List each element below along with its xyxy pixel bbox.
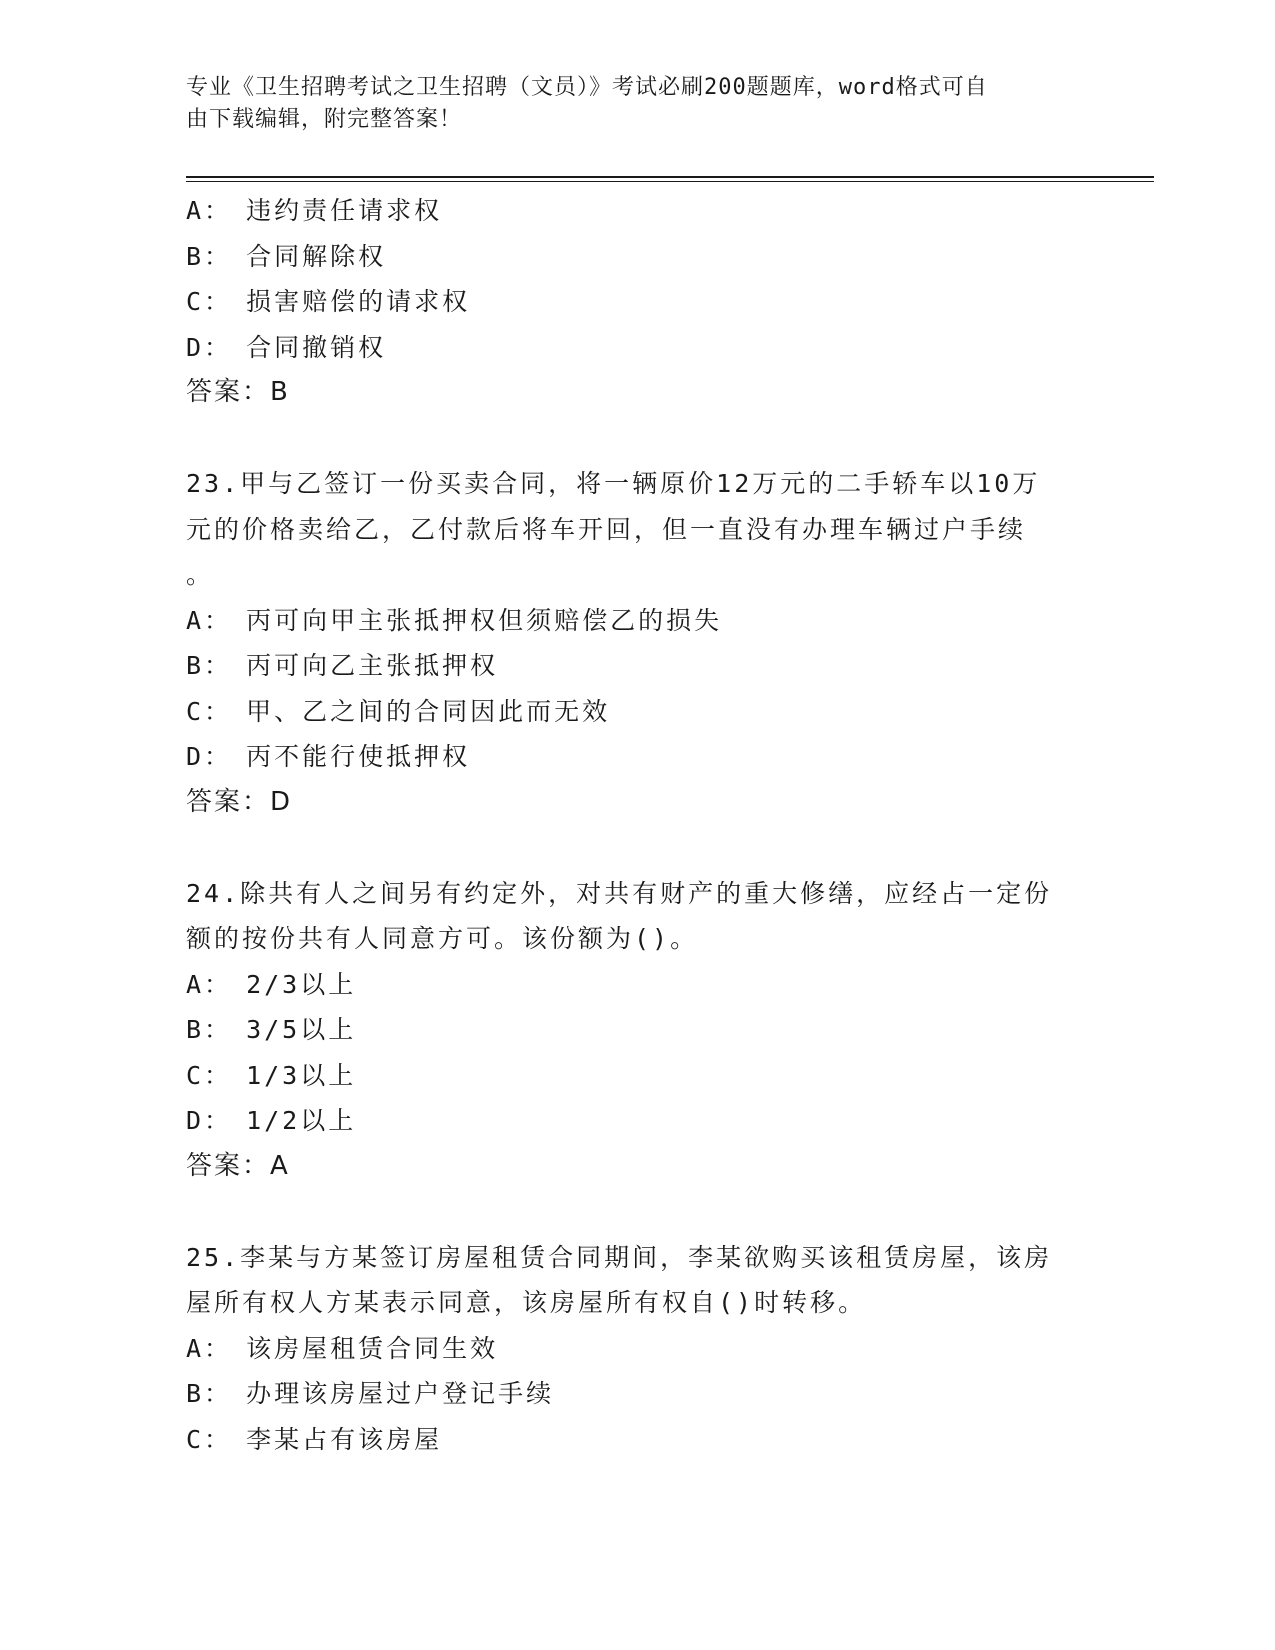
answer-line: 答案：D (186, 786, 293, 817)
option-letter: D： (186, 742, 233, 771)
option-d (186, 734, 1086, 780)
answer-line: 答案：B (186, 377, 290, 407)
option-d (186, 1098, 1086, 1144)
header-line-2: 由下载编辑，附完整答案！ (186, 107, 463, 132)
question-stem-line-2: 额的按份共有人同意方可。该份额为()。 (186, 924, 699, 953)
question-stem-line-1: 25.李某与方某签订房屋租赁合同期间，李某欲购买该租赁房屋，该房 (186, 1242, 1053, 1272)
option-letter: C： (186, 1060, 233, 1090)
option-text: 1/2以上 (246, 1106, 357, 1135)
option-letter: C： (186, 696, 233, 726)
option-letter: A： (186, 1333, 233, 1363)
option-letter: A： (186, 969, 233, 999)
option-text: 1/3以上 (246, 1060, 357, 1090)
header-divider-thin (186, 181, 1154, 182)
option-letter: C： (186, 1424, 233, 1454)
question-list (186, 188, 1086, 1462)
question-23 (186, 461, 1086, 825)
option-a (186, 598, 1086, 644)
option-a (186, 188, 1086, 234)
option-text: 合同解除权 (246, 241, 387, 271)
option-letter: B： (186, 1379, 233, 1408)
question-stem-line-1: 24.除共有人之间另有约定外，对共有财产的重大修缮，应经占一定份 (186, 878, 1053, 908)
option-letter: A： (186, 196, 233, 225)
option-b (186, 234, 1086, 280)
option-text: 丙可向乙主张抵押权 (246, 651, 499, 680)
question-stem-line-1: 23.甲与乙签订一份买卖合同，将一辆原价12万元的二手轿车以10万 (186, 469, 1041, 498)
option-text: 2/3以上 (246, 969, 357, 999)
option-letter: C： (186, 287, 233, 316)
option-text: 丙可向甲主张抵押权但须赔偿乙的损失 (246, 605, 723, 635)
option-text: 损害赔偿的请求权 (246, 287, 471, 316)
option-c (186, 1053, 1086, 1099)
question-24 (186, 871, 1086, 1190)
option-a (186, 1326, 1086, 1372)
question-22 (186, 188, 1086, 416)
question-25 (186, 1235, 1086, 1463)
option-b (186, 1007, 1086, 1053)
spacer (186, 825, 1086, 871)
answer-line: 答案：A (186, 1150, 290, 1181)
question-stem-line-3: 。 (186, 560, 215, 589)
option-c (186, 279, 1086, 325)
option-text: 违约责任请求权 (246, 196, 443, 225)
header-divider-thick (186, 176, 1154, 178)
option-text: 该房屋租赁合同生效 (246, 1333, 499, 1363)
option-letter: D： (186, 1106, 233, 1135)
document-header (186, 72, 1066, 136)
option-b (186, 643, 1086, 689)
option-a (186, 962, 1086, 1008)
option-text: 办理该房屋过户登记手续 (246, 1379, 555, 1408)
header-line-1: 专业《卫生招聘考试之卫生招聘（文员）》考试必刷200题题库，word格式可自 (186, 75, 988, 100)
option-d (186, 325, 1086, 371)
option-text: 3/5以上 (246, 1015, 357, 1044)
spacer (186, 1189, 1086, 1235)
option-letter: B： (186, 241, 233, 271)
question-stem-line-2: 元的价格卖给乙，乙付款后将车开回，但一直没有办理车辆过户手续 (186, 514, 1027, 544)
option-letter: B： (186, 1015, 233, 1044)
option-letter: B： (186, 651, 233, 680)
option-text: 丙不能行使抵押权 (246, 742, 471, 771)
option-letter: D： (186, 332, 233, 362)
option-letter: A： (186, 605, 233, 635)
question-stem-line-2: 屋所有权人方某表示同意，该房屋所有权自()时转移。 (186, 1288, 867, 1317)
option-text: 甲、乙之间的合同因此而无效 (246, 696, 611, 726)
spacer (186, 416, 1086, 462)
option-c (186, 689, 1086, 735)
option-text: 李某占有该房屋 (246, 1424, 443, 1454)
option-c (186, 1417, 1086, 1463)
option-b (186, 1371, 1086, 1417)
option-text: 合同撤销权 (246, 332, 387, 362)
